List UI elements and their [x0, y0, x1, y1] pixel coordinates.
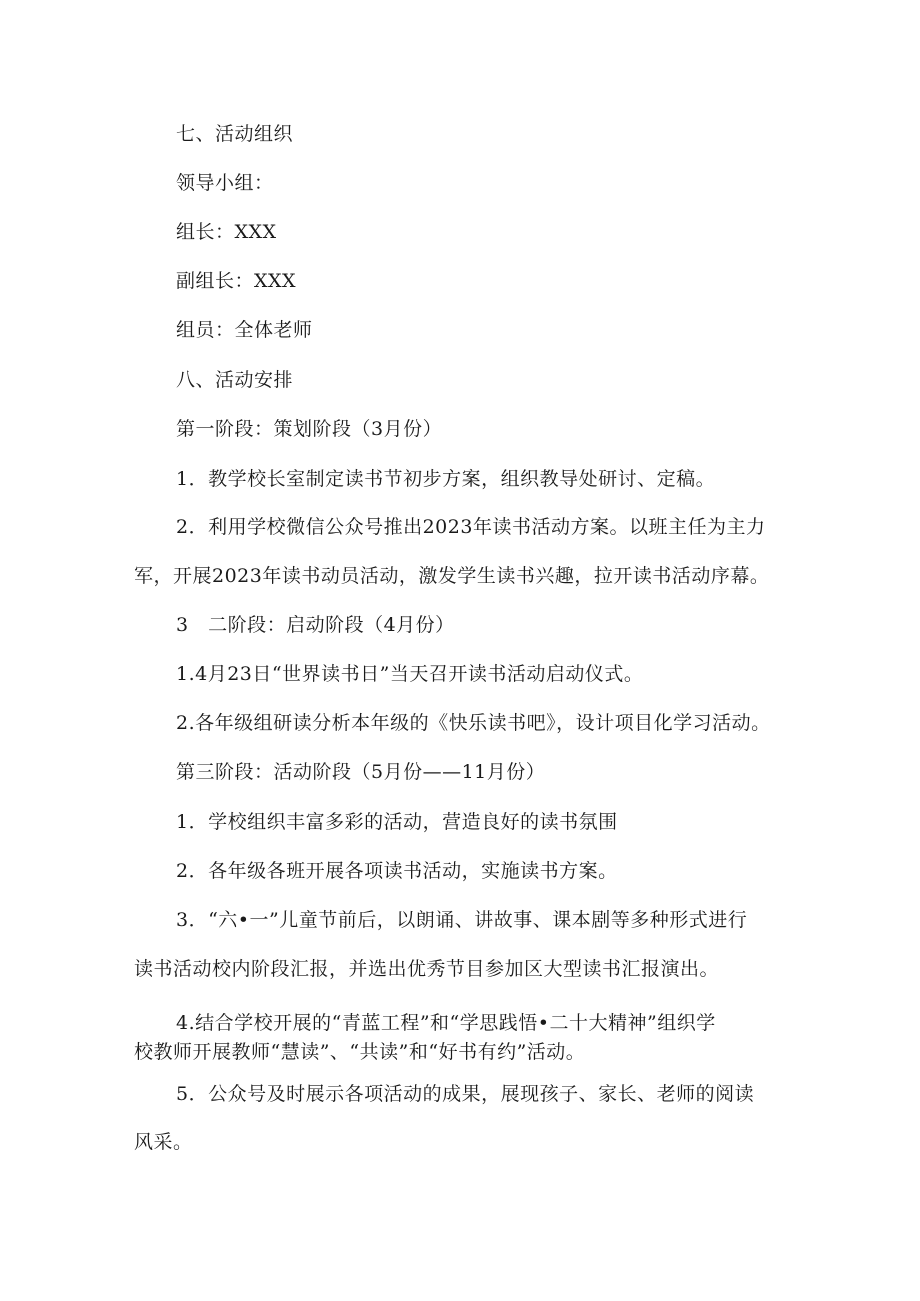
- paragraph-line: 领导小组：: [176, 172, 274, 194]
- paragraph-line: 风采。: [134, 1131, 193, 1153]
- paragraph-line: 3．“六•一”儿童节前后，以朗诵、讲故事、课本剧等多种形式进行: [176, 909, 748, 931]
- section-heading-8: 八、活动安排: [176, 369, 294, 391]
- paragraph-line: 1．学校组织丰富多彩的活动，营造良好的读书氛围: [176, 811, 618, 833]
- paragraph-line: 1．教学校长室制定读书节初步方案，组织教导处研讨、定稿。: [176, 468, 716, 490]
- paragraph-line: 组长：XXX: [176, 221, 277, 243]
- paragraph-line: 4.结合学校开展的“青蓝工程”和“学思践悟•二十大精神”组织学: [176, 1012, 716, 1034]
- paragraph-line: 2．各年级各班开展各项读书活动，实施读书方案。: [176, 860, 618, 882]
- paragraph-line: 副组长：XXX: [176, 270, 297, 292]
- stage-heading: 3 二阶段：启动阶段（4月份）: [176, 614, 455, 636]
- stage-heading: 第一阶段：策划阶段（3月份）: [176, 418, 443, 440]
- paragraph-line: 军，开展2023年读书动员活动，激发学生读书兴趣，拉开读书活动序幕。: [134, 565, 770, 587]
- paragraph-line: 组员：全体老师: [176, 319, 313, 341]
- paragraph-line: 校教师开展教师“慧读”、“共读”和“好书有约”活动。: [134, 1041, 586, 1063]
- paragraph-line: 2．利用学校微信公众号推出2023年读书活动方案。以班主任为主力: [176, 516, 766, 538]
- paragraph-line: 2.各年级组研读分析本年级的《快乐读书吧》，设计项目化学习活动。: [176, 712, 771, 734]
- paragraph-line: 1.4月23日“世界读书日”当天召开读书活动启动仪式。: [176, 663, 644, 685]
- paragraph-line: 5．公众号及时展示各项活动的成果，展现孩子、家长、老师的阅读: [176, 1083, 755, 1105]
- stage-heading: 第三阶段：活动阶段（5月份——11月份）: [176, 761, 546, 783]
- paragraph-line: 读书活动校内阶段汇报，并选出优秀节目参加区大型读书汇报演出。: [134, 958, 720, 980]
- section-heading-7: 七、活动组织: [176, 123, 294, 145]
